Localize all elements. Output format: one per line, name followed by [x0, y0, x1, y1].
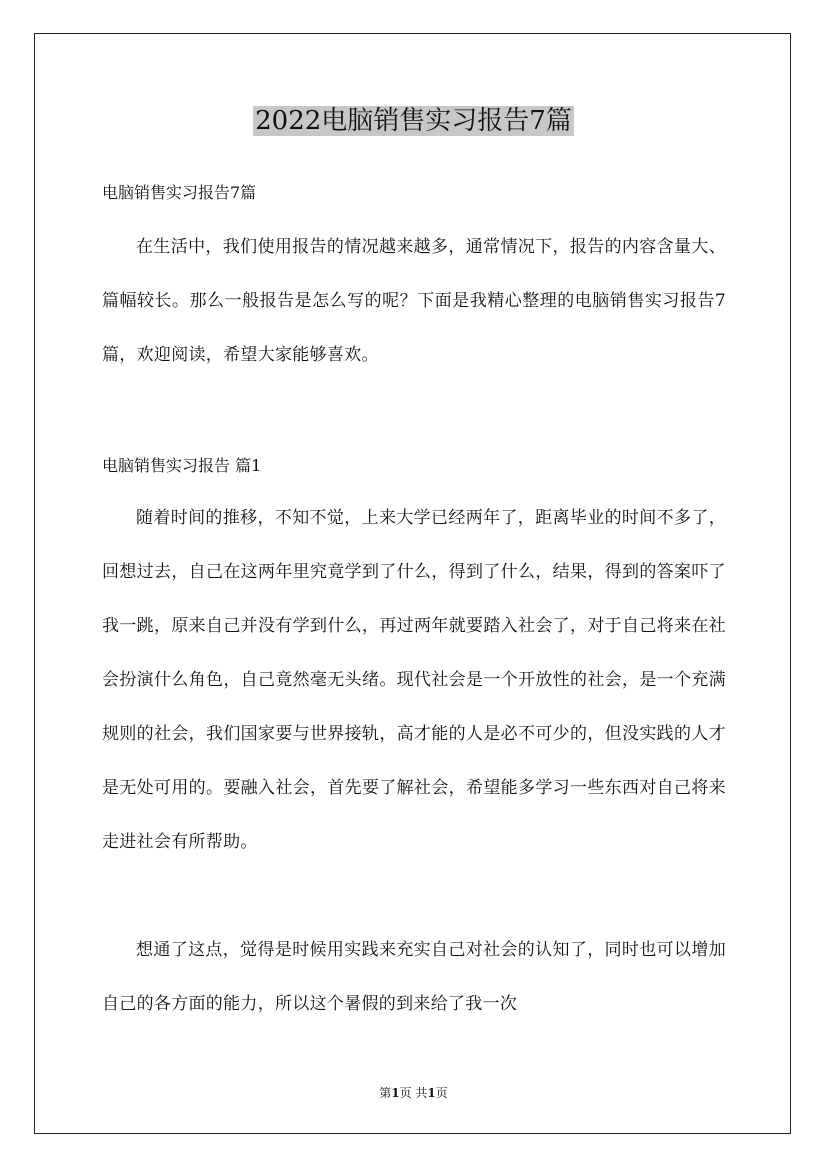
intro-paragraph: 在生活中，我们使用报告的情况越来越多，通常情况下，报告的内容含量大、篇幅较长。那么一般报告是怎么写的呢？下面是我精心整理的电脑销售实习报告7篇，欢迎阅读，希望大家能够喜欢。 — [102, 237, 726, 365]
total-page-number: 1 — [427, 1086, 436, 1100]
document-subtitle: 电脑销售实习报告7篇 — [102, 183, 257, 202]
document-title — [0, 100, 827, 142]
body-paragraph: 随着时间的推移，不知不觉，上来大学已经两年了，距离毕业的时间不多了，回想过去，自己在这两年里究竟学到了什么，得到了什么，结果，得到的答案吓了我一跳，原来自己并没有学到什么，再过两年就要踏入社会了，对于自己将来在社会扮演什么角色，自己竟然毫无头绪。现代社会是一个开放性的社会，是一个充满规则的社会，我们国家要与世界接轨，高才能的人是必不可少的，但没实践的人才是无处可用的。要融入社会，首先要了解社会，希望能多学习一些东西对自己将来走进社会有所帮助。 — [102, 508, 726, 852]
page-number-footer — [0, 1085, 827, 1101]
current-page-number: 1 — [391, 1086, 400, 1100]
section-heading: 电脑销售实习报告 篇1 — [102, 456, 262, 475]
page-label-middle: 页 共 — [399, 1086, 428, 1100]
document-title-text: 2022电脑销售实习报告7篇 — [255, 106, 572, 136]
page-label-prefix: 第 — [379, 1086, 392, 1100]
body-paragraph: 想通了这点，觉得是时候用实践来充实自己对社会的认知了，同时也可以增加自己的各方面的能力，所以这个暑假的到来给了我一次 — [102, 940, 726, 1014]
page-label-suffix: 页 — [435, 1086, 448, 1100]
